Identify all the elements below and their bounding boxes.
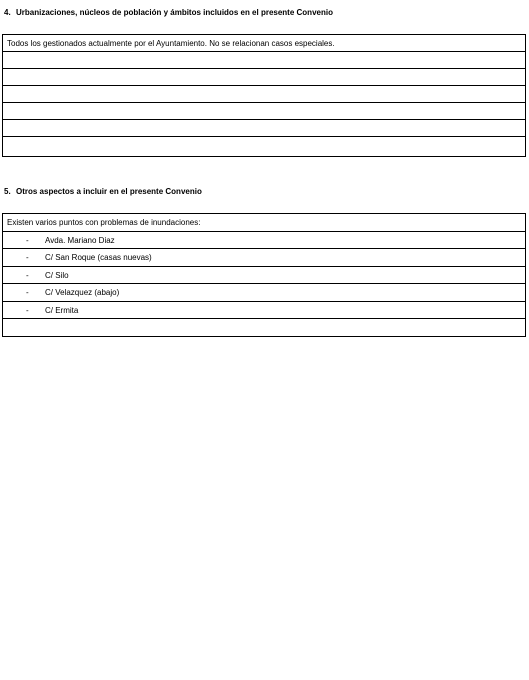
section-4-row-1 <box>3 35 525 52</box>
section-4-row-text: Todos los gestionados actualmente por el Ayuntamiento. No se relacionan casos especiales. <box>7 39 335 48</box>
list-item-text: Avda. Mariano Diaz <box>45 235 115 245</box>
section-4-row-7 <box>3 137 525 155</box>
section-5-intro-text: Existen varios puntos con problemas de inundaciones: <box>7 218 201 227</box>
section-4-row-6 <box>3 120 525 137</box>
section-4-number: 4. <box>4 8 11 17</box>
section-4-title: Urbanizaciones, núcleos de población y ámbitos incluidos en el presente Convenio <box>16 8 333 17</box>
list-item-text: C/ San Roque (casas nuevas) <box>45 253 152 262</box>
list-item-text: C/ Silo <box>45 270 69 280</box>
list-item <box>3 284 525 302</box>
section-4-heading <box>4 8 333 18</box>
list-item <box>3 302 525 320</box>
bullet-dash: - <box>26 253 29 262</box>
section-5-title: Otros aspectos a incluir en el presente Convenio <box>16 187 202 196</box>
bullet-dash: - <box>26 270 29 280</box>
list-item <box>3 249 525 267</box>
section-4-row-4 <box>3 86 525 103</box>
section-5-heading <box>4 187 202 197</box>
list-item <box>3 267 525 285</box>
section-5-number: 5. <box>4 187 11 196</box>
list-item-text: C/ Velazquez (abajo) <box>45 288 120 297</box>
section-4-row-3 <box>3 69 525 86</box>
bullet-dash: - <box>26 235 29 245</box>
section-4-table <box>2 34 526 157</box>
list-item-text: C/ Ermita <box>45 305 79 315</box>
section-4-row-2 <box>3 52 525 69</box>
section-5-trailing-row <box>3 319 525 337</box>
section-5-intro-row <box>3 214 525 232</box>
bullet-dash: - <box>26 288 29 297</box>
bullet-dash: - <box>26 305 29 315</box>
section-4-row-5 <box>3 103 525 120</box>
list-item <box>3 232 525 250</box>
section-5-table <box>2 213 526 337</box>
